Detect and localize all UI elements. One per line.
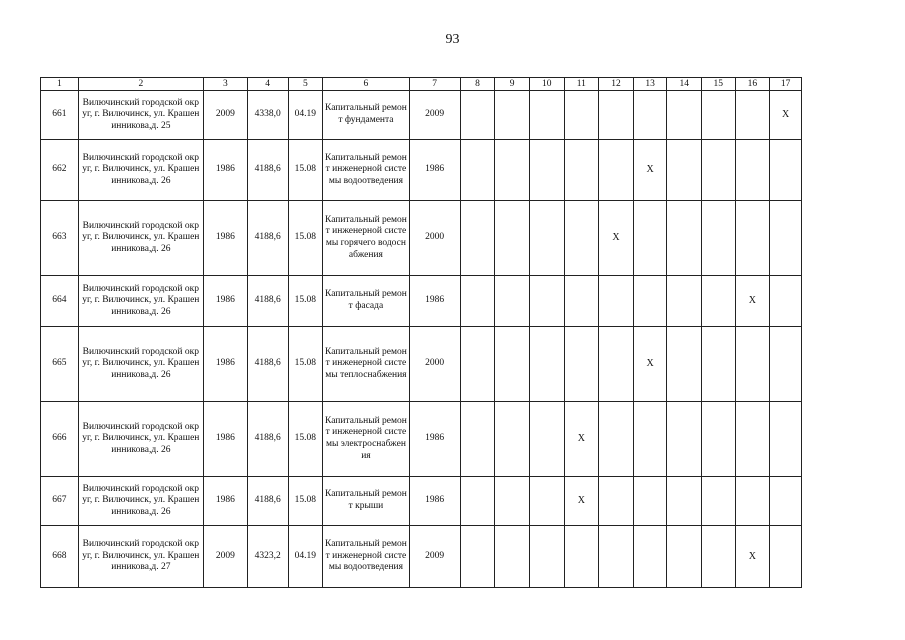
empty-cell	[702, 276, 736, 327]
work-type-cell: Капитальный ремонт инженерной системы электроснабжения	[323, 402, 410, 477]
empty-cell	[770, 276, 802, 327]
column-header-4: 4	[247, 78, 288, 91]
work-type-cell: Капитальный ремонт крыши	[323, 477, 410, 526]
empty-cell	[460, 91, 495, 140]
code-cell: 04.19	[288, 91, 323, 140]
area-cell: 4188,6	[247, 327, 288, 402]
year-cell: 1986	[409, 140, 460, 201]
column-header-7: 7	[409, 78, 460, 91]
empty-cell	[735, 140, 770, 201]
empty-cell	[599, 402, 634, 477]
empty-cell	[667, 140, 702, 201]
empty-cell	[564, 201, 599, 276]
empty-cell	[564, 327, 599, 402]
row-number-cell: 666	[41, 402, 79, 477]
empty-cell	[495, 402, 530, 477]
empty-cell	[495, 140, 530, 201]
address-cell: Вилючинский городской округ, г. Вилючинск, ул. Крашенинникова,д. 26	[78, 201, 203, 276]
empty-cell	[529, 402, 564, 477]
empty-cell	[529, 327, 564, 402]
repair-schedule-table	[40, 77, 802, 588]
year-built-cell: 1986	[203, 276, 247, 327]
empty-cell	[495, 327, 530, 402]
year-built-cell: 2009	[203, 91, 247, 140]
area-cell: 4188,6	[247, 402, 288, 477]
empty-cell	[495, 276, 530, 327]
mark-cell: X	[735, 276, 770, 327]
mark-cell: X	[633, 140, 667, 201]
empty-cell	[667, 477, 702, 526]
empty-cell	[633, 91, 667, 140]
empty-cell	[564, 526, 599, 588]
column-header-13: 13	[633, 78, 667, 91]
empty-cell	[633, 402, 667, 477]
row-number-cell: 663	[41, 201, 79, 276]
empty-cell	[599, 526, 634, 588]
table-row	[41, 201, 802, 276]
column-header-3: 3	[203, 78, 247, 91]
work-type-cell: Капитальный ремонт инженерной системы теплоснабжения	[323, 327, 410, 402]
empty-cell	[460, 276, 495, 327]
empty-cell	[667, 327, 702, 402]
empty-cell	[564, 276, 599, 327]
year-cell: 2000	[409, 201, 460, 276]
empty-cell	[735, 201, 770, 276]
empty-cell	[599, 327, 634, 402]
address-cell: Вилючинский городской округ, г. Вилючинск, ул. Крашенинникова,д. 26	[78, 477, 203, 526]
mark-cell: X	[564, 477, 599, 526]
empty-cell	[460, 526, 495, 588]
empty-cell	[633, 276, 667, 327]
code-cell: 15.08	[288, 140, 323, 201]
empty-cell	[633, 477, 667, 526]
area-cell: 4188,6	[247, 276, 288, 327]
empty-cell	[495, 201, 530, 276]
area-cell: 4338,0	[247, 91, 288, 140]
year-built-cell: 1986	[203, 201, 247, 276]
empty-cell	[735, 91, 770, 140]
row-number-cell: 667	[41, 477, 79, 526]
empty-cell	[460, 201, 495, 276]
empty-cell	[495, 526, 530, 588]
empty-cell	[529, 477, 564, 526]
year-built-cell: 1986	[203, 327, 247, 402]
area-cell: 4188,6	[247, 140, 288, 201]
code-cell: 15.08	[288, 327, 323, 402]
empty-cell	[667, 526, 702, 588]
empty-cell	[770, 526, 802, 588]
year-cell: 2009	[409, 526, 460, 588]
address-cell: Вилючинский городской округ, г. Вилючинск, ул. Крашенинникова,д. 26	[78, 327, 203, 402]
column-header-8: 8	[460, 78, 495, 91]
column-header-5: 5	[288, 78, 323, 91]
code-cell: 15.08	[288, 276, 323, 327]
row-number-cell: 668	[41, 526, 79, 588]
empty-cell	[599, 477, 634, 526]
table-row	[41, 327, 802, 402]
work-type-cell: Капитальный ремонт инженерной системы водоотведения	[323, 526, 410, 588]
code-cell: 15.08	[288, 477, 323, 526]
year-built-cell: 1986	[203, 402, 247, 477]
empty-cell	[495, 477, 530, 526]
empty-cell	[667, 402, 702, 477]
work-type-cell: Капитальный ремонт фундамента	[323, 91, 410, 140]
empty-cell	[770, 477, 802, 526]
year-built-cell: 2009	[203, 526, 247, 588]
area-cell: 4188,6	[247, 477, 288, 526]
year-cell: 1986	[409, 477, 460, 526]
row-number-cell: 664	[41, 276, 79, 327]
year-cell: 2000	[409, 327, 460, 402]
year-built-cell: 1986	[203, 477, 247, 526]
empty-cell	[529, 276, 564, 327]
code-cell: 15.08	[288, 402, 323, 477]
empty-cell	[667, 276, 702, 327]
empty-cell	[460, 327, 495, 402]
table-row	[41, 526, 802, 588]
column-header-9: 9	[495, 78, 530, 91]
empty-cell	[735, 402, 770, 477]
empty-cell	[702, 327, 736, 402]
empty-cell	[529, 201, 564, 276]
header-row	[41, 78, 802, 91]
mark-cell: X	[633, 327, 667, 402]
empty-cell	[702, 140, 736, 201]
empty-cell	[564, 91, 599, 140]
page-number: 93	[445, 32, 460, 47]
table-row	[41, 140, 802, 201]
empty-cell	[702, 526, 736, 588]
area-cell: 4188,6	[247, 201, 288, 276]
column-header-2: 2	[78, 78, 203, 91]
row-number-cell: 661	[41, 91, 79, 140]
empty-cell	[633, 526, 667, 588]
year-cell: 2009	[409, 91, 460, 140]
empty-cell	[702, 91, 736, 140]
column-header-1: 1	[41, 78, 79, 91]
table-row	[41, 276, 802, 327]
empty-cell	[735, 327, 770, 402]
empty-cell	[667, 201, 702, 276]
empty-cell	[460, 140, 495, 201]
empty-cell	[564, 140, 599, 201]
empty-cell	[735, 477, 770, 526]
mark-cell: X	[599, 201, 634, 276]
area-cell: 4323,2	[247, 526, 288, 588]
empty-cell	[633, 201, 667, 276]
empty-cell	[599, 91, 634, 140]
column-header-17: 17	[770, 78, 802, 91]
address-cell: Вилючинский городской округ, г. Вилючинск, ул. Крашенинникова,д. 26	[78, 276, 203, 327]
address-cell: Вилючинский городской округ, г. Вилючинск, ул. Крашенинникова,д. 27	[78, 526, 203, 588]
table-row	[41, 91, 802, 140]
year-cell: 1986	[409, 402, 460, 477]
empty-cell	[460, 477, 495, 526]
year-cell: 1986	[409, 276, 460, 327]
empty-cell	[495, 91, 530, 140]
address-cell: Вилючинский городской округ, г. Вилючинск, ул. Крашенинникова,д. 26	[78, 402, 203, 477]
mark-cell: X	[770, 91, 802, 140]
empty-cell	[599, 140, 634, 201]
work-type-cell: Капитальный ремонт инженерной системы водоотведения	[323, 140, 410, 201]
empty-cell	[770, 140, 802, 201]
column-header-15: 15	[702, 78, 736, 91]
empty-cell	[529, 91, 564, 140]
empty-cell	[529, 140, 564, 201]
code-cell: 15.08	[288, 201, 323, 276]
work-type-cell: Капитальный ремонт инженерной системы горячего водоснабжения	[323, 201, 410, 276]
row-number-cell: 665	[41, 327, 79, 402]
empty-cell	[529, 526, 564, 588]
work-type-cell: Капитальный ремонт фасада	[323, 276, 410, 327]
empty-cell	[667, 91, 702, 140]
table-body	[41, 91, 802, 588]
mark-cell: X	[735, 526, 770, 588]
column-header-12: 12	[599, 78, 634, 91]
column-header-10: 10	[529, 78, 564, 91]
empty-cell	[770, 327, 802, 402]
empty-cell	[770, 402, 802, 477]
empty-cell	[460, 402, 495, 477]
empty-cell	[599, 276, 634, 327]
table-row	[41, 477, 802, 526]
address-cell: Вилючинский городской округ, г. Вилючинск, ул. Крашенинникова,д. 26	[78, 140, 203, 201]
table-row	[41, 402, 802, 477]
row-number-cell: 662	[41, 140, 79, 201]
mark-cell: X	[564, 402, 599, 477]
empty-cell	[702, 477, 736, 526]
column-header-16: 16	[735, 78, 770, 91]
address-cell: Вилючинский городской округ, г. Вилючинск, ул. Крашенинникова,д. 25	[78, 91, 203, 140]
empty-cell	[702, 402, 736, 477]
empty-cell	[770, 201, 802, 276]
column-header-6: 6	[323, 78, 410, 91]
code-cell: 04.19	[288, 526, 323, 588]
empty-cell	[702, 201, 736, 276]
column-header-11: 11	[564, 78, 599, 91]
year-built-cell: 1986	[203, 140, 247, 201]
column-header-14: 14	[667, 78, 702, 91]
